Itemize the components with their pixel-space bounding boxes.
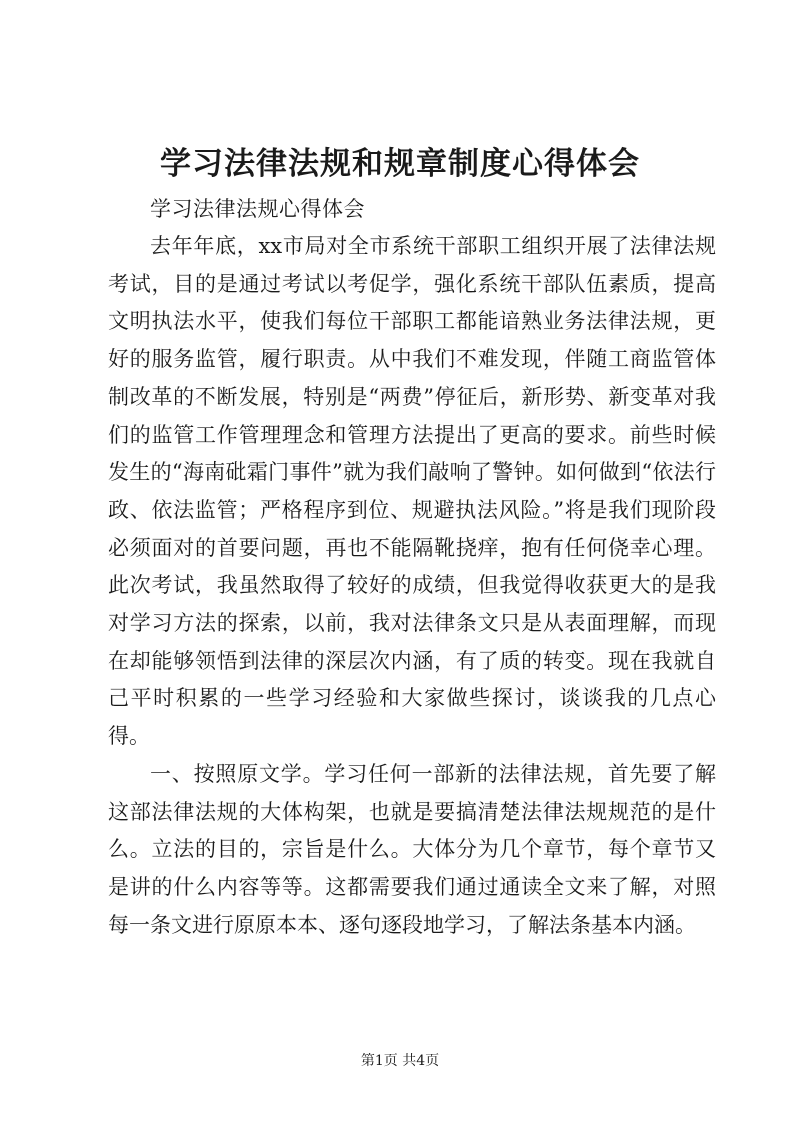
document-title: 学习法律法规和规章制度心得体会 [160, 146, 640, 182]
page-footer: 第1页 共4页 [360, 1053, 440, 1069]
paragraph: 一、按照原文学。学习任何一部新的法律法规，首先要了解这部法律法规的大体构架，也就是要搞清楚法律法规规范的是什么。立法的目的，宗旨是什么。大体分为几个章节，每个章节又是讲的什么内容等等。这都需要我们通过通读全文来了解，对照每一条文进行原原本本、逐句逐段地学习，了解法条基本内涵。 [108, 761, 716, 937]
paragraph: 去年年底，xx市局对全市系统干部职工组织开展了法律法规考试，目的是通过考试以考促学，强化系统干部队伍素质，提高文明执法水平，使我们每位干部职工都能谙熟业务法律法规，更好的服务监管，履行职责。从中我们不难发现，伴随工商监管体制改革的不断发展，特别是“两费”停征后，新形势、新变革对我们的监管工作管理理念和管理方法提出了更高的要求。前些时候发生的“海南砒霜门事件”就为我们敲响了警钟。如何做到“依法行政、依法监管；严格程序到位、规避执法风险。”将是我们现阶段必须面对的首要问题，再也不能隔靴挠痒，抱有任何侥幸心理。此次考试，我虽然取得了较好的成绩，但我觉得收获更大的是我对学习方法的探索，以前，我对法律条文只是从表面理解，而现在却能够领悟到法律的深层次内涵，有了质的转变。现在我就自己平时积累的一些学习经验和大家做些探讨，谈谈我的几点心得。 [108, 234, 716, 749]
document-subtitle: 学习法律法规心得体会 [150, 197, 365, 221]
document-body [108, 228, 716, 944]
